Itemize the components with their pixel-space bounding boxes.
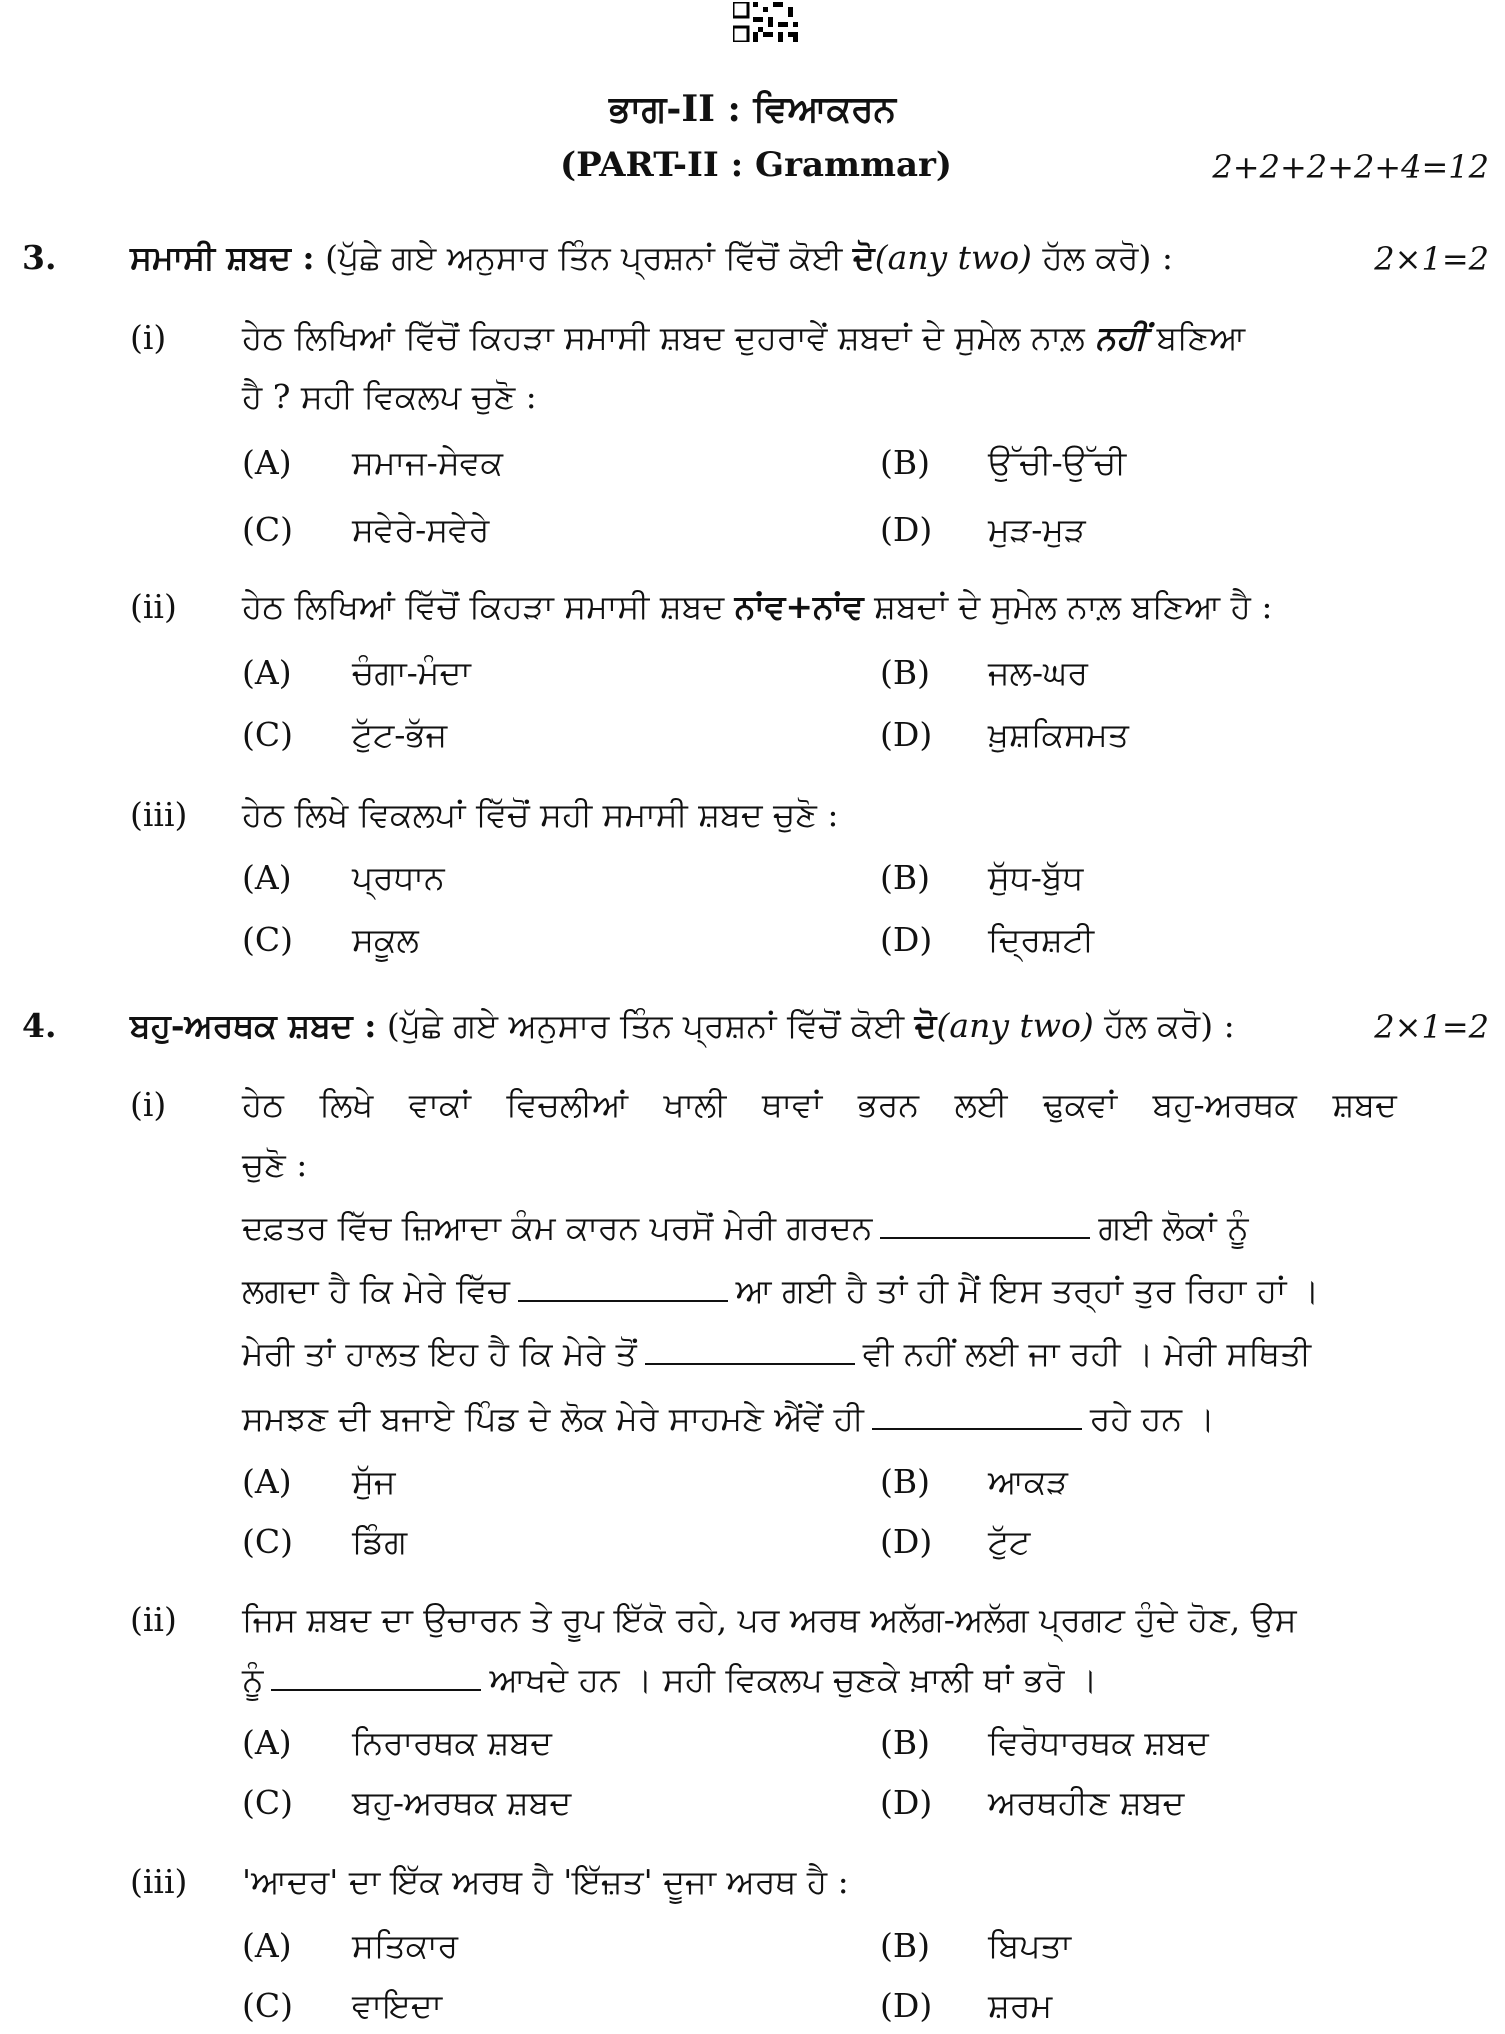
option-text: ਸਮਾਜ-ਸੇਵਕ xyxy=(352,443,503,482)
option-text: ਪ੍ਰਧਾਨ xyxy=(352,858,445,897)
word: ਲਿਖੇ xyxy=(319,1085,374,1124)
question-number: 4. xyxy=(22,1006,57,1045)
blank-3 xyxy=(645,1337,855,1365)
text: ਆਖਦੇ ਹਨ । ਸਹੀ ਵਿਕਲਪ ਚੁਣਕੇ ਖ਼ਾਲੀ ਥਾਂ ਭਰੋ । xyxy=(489,1660,1098,1699)
text: ਵੀ ਨਹੀਂ ਲਈ ਜਾ ਰਹੀ । ਮੇਰੀ ਸਥਿਤੀ xyxy=(862,1334,1312,1373)
option-label: (D) xyxy=(880,920,933,959)
subquestion-text-line2 xyxy=(242,1660,1097,1700)
option-label: (B) xyxy=(880,1926,930,1965)
subquestion-text-line2: ਚੁਣੋ : xyxy=(242,1145,308,1184)
option-label: (C) xyxy=(242,1522,293,1561)
option-text: ਸੁੱਧ-ਬੁੱਧ xyxy=(988,858,1084,897)
option-label: (A) xyxy=(242,653,292,692)
section-title: ਭਾਗ-II : ਵਿਆਕਰਨ xyxy=(608,88,897,130)
heading-any-two: (any two) xyxy=(936,1006,1094,1045)
word: ਹੇਠ xyxy=(242,1085,284,1124)
option-label: (C) xyxy=(242,1986,293,2025)
section-marks: 2+2+2+2+4=12 xyxy=(1212,148,1489,186)
subquestion-text: ਹੇਠ ਲਿਖੇ ਵਿਕਲਪਾਂ ਵਿੱਚੋਂ ਸਹੀ ਸਮਾਸੀ ਸ਼ਬਦ ਚੁਣੋ : xyxy=(242,795,839,834)
text: ਰਹੇ ਹਨ । xyxy=(1089,1399,1215,1438)
option-label: (A) xyxy=(242,858,292,897)
blank xyxy=(271,1663,481,1691)
subquestion-number: (iii) xyxy=(130,1862,188,1901)
option-label: (A) xyxy=(242,1723,292,1762)
subquestion-text xyxy=(242,587,1272,627)
option-text: ਵਾਇਦਾ xyxy=(352,1986,443,2025)
word: ਲਈ xyxy=(954,1085,1008,1124)
option-label: (B) xyxy=(880,1462,930,1501)
heading-bold: ਬਹੁ-ਅਰਥਕ ਸ਼ਬਦ : xyxy=(130,1006,377,1045)
option-label: (C) xyxy=(242,715,293,754)
heading-end: ਹੱਲ ਕਰੋ) : xyxy=(1104,1006,1235,1045)
emphasis: ਨਾਂਵ+ਨਾਂਵ xyxy=(734,587,864,626)
subquestion-text-line2: ਹੈ ? ਸਹੀ ਵਿਕਲਪ ਚੁਣੋ : xyxy=(242,377,537,416)
blank-2 xyxy=(518,1274,728,1302)
option-text: ਸੁੱਜ xyxy=(352,1462,396,1501)
option-label: (A) xyxy=(242,443,292,482)
passage-line xyxy=(242,1334,1311,1374)
option-label: (B) xyxy=(880,443,930,482)
option-text: ਉੱਚੀ-ਉੱਚੀ xyxy=(988,443,1127,482)
subquestion-number: (i) xyxy=(130,318,167,357)
heading-text: (ਪੁੱਛੇ ਗਏ ਅਨੁਸਾਰ ਤਿੰਨ ਪ੍ਰਸ਼ਨਾਂ ਵਿੱਚੋਂ ਕੋਈ xyxy=(325,238,843,277)
option-label: (D) xyxy=(880,1986,933,2025)
text: ਦਫ਼ਤਰ ਵਿੱਚ ਜ਼ਿਆਦਾ ਕੰਮ ਕਾਰਨ ਪਰਸੋਂ ਮੇਰੀ ਗਰਦਨ xyxy=(242,1208,873,1247)
heading-any-two: (any two) xyxy=(874,238,1032,277)
subquestion-text: 'ਆਦਰ' ਦਾ ਇੱਕ ਅਰਥ ਹੈ 'ਇੱਜ਼ਤ' ਦੂਜਾ ਅਰਥ ਹੈ : xyxy=(242,1862,849,1901)
word: ਥਾਵਾਂ xyxy=(761,1085,823,1124)
heading-end: ਹੱਲ ਕਰੋ) : xyxy=(1042,238,1173,277)
option-text: ਚੰਗਾ-ਮੰਦਾ xyxy=(352,653,471,692)
text: ਗਈ ਲੋਕਾਂ ਨੂੰ xyxy=(1098,1208,1249,1247)
question-marks: 2×1=2 xyxy=(1374,240,1489,278)
question-heading xyxy=(130,1006,1235,1046)
option-text: ਬਿਪਤਾ xyxy=(988,1926,1072,1965)
passage-line xyxy=(242,1271,1319,1311)
subquestion-number: (ii) xyxy=(130,1600,177,1639)
subquestion-text xyxy=(242,1085,1397,1125)
option-text: ਸ਼ਰਮ xyxy=(988,1986,1053,2025)
option-text: ਟੁੱਟ-ਭੱਜ xyxy=(352,715,448,754)
subquestion-number: (iii) xyxy=(130,795,188,834)
blank-4 xyxy=(872,1402,1082,1430)
heading-do: ਦੋ xyxy=(914,1006,937,1045)
qr-code-icon xyxy=(733,2,803,42)
passage-line xyxy=(242,1208,1249,1248)
option-label: (D) xyxy=(880,510,933,549)
text: ਲਗਦਾ ਹੈ ਕਿ ਮੇਰੇ ਵਿੱਚ xyxy=(242,1271,510,1310)
option-label: (B) xyxy=(880,858,930,897)
blank-1 xyxy=(880,1211,1090,1239)
option-text: ਸਤਿਕਾਰ xyxy=(352,1926,459,1965)
option-text: ਡਿੰਗ xyxy=(352,1522,408,1561)
option-label: (D) xyxy=(880,715,933,754)
option-label: (A) xyxy=(242,1926,292,1965)
word: ਵਾਕਾਂ xyxy=(408,1085,471,1124)
option-text: ਬਹੁ-ਅਰਥਕ ਸ਼ਬਦ xyxy=(352,1783,572,1822)
word: ਸ਼ਬਦ xyxy=(1332,1085,1397,1124)
option-label: (D) xyxy=(880,1522,933,1561)
option-label: (C) xyxy=(242,1783,293,1822)
option-label: (C) xyxy=(242,920,293,959)
text: ਨੂੰ xyxy=(242,1660,264,1699)
option-text: ਮੁੜ-ਮੁੜ xyxy=(988,510,1086,549)
text: ਸਮਝਣ ਦੀ ਬਜਾਏ ਪਿੰਡ ਦੇ ਲੋਕ ਮੇਰੇ ਸਾਹਮਣੇ ਐਂਵੇਂ ਹੀ xyxy=(242,1399,864,1438)
word: ਵਿਚਲੀਆਂ xyxy=(506,1085,629,1124)
option-text: ਸਵੇਰੇ-ਸਵੇਰੇ xyxy=(352,510,490,549)
word: ਖਾਲੀ xyxy=(663,1085,727,1124)
option-label: (B) xyxy=(880,1723,930,1762)
option-text: ਖ਼ੁਸ਼ਕਿਸਮਤ xyxy=(988,715,1129,754)
text: ਹੇਠ ਲਿਖਿਆਂ ਵਿੱਚੋਂ ਕਿਹੜਾ ਸਮਾਸੀ ਸ਼ਬਦ ਦੁਹਰਾਵੇਂ ਸ਼ਬਦਾਂ ਦੇ ਸੁਮੇਲ ਨਾਲ਼ xyxy=(242,318,1085,357)
emphasis: ਨਹੀਂ xyxy=(1095,318,1147,357)
heading-bold: ਸਮਾਸੀ ਸ਼ਬਦ : xyxy=(130,238,315,277)
subquestion-number: (ii) xyxy=(130,587,177,626)
question-marks: 2×1=2 xyxy=(1374,1008,1489,1046)
text: ਹੇਠ ਲਿਖਿਆਂ ਵਿੱਚੋਂ ਕਿਹੜਾ ਸਮਾਸੀ ਸ਼ਬਦ xyxy=(242,587,725,626)
question-number: 3. xyxy=(22,238,57,277)
heading-text: (ਪੁੱਛੇ ਗਏ ਅਨੁਸਾਰ ਤਿੰਨ ਪ੍ਰਸ਼ਨਾਂ ਵਿੱਚੋਂ ਕੋਈ xyxy=(386,1006,905,1045)
word: ਬਹੁ-ਅਰਥਕ xyxy=(1152,1085,1297,1124)
option-label: (C) xyxy=(242,510,293,549)
subquestion-number: (i) xyxy=(130,1085,167,1124)
subquestion-text xyxy=(242,318,1245,358)
text: ਮੇਰੀ ਤਾਂ ਹਾਲਤ ਇਹ ਹੈ ਕਿ ਮੇਰੇ ਤੋਂ xyxy=(242,1334,637,1373)
passage-line xyxy=(242,1399,1215,1439)
word: ਭਰਨ xyxy=(857,1085,920,1124)
subquestion-text: ਜਿਸ ਸ਼ਬਦ ਦਾ ਉਚਾਰਨ ਤੇ ਰੂਪ ਇੱਕੋ ਰਹੇ, ਪਰ ਅਰਥ ਅਲੱਗ-ਅਲੱਗ ਪ੍ਰਗਟ ਹੁੰਦੇ ਹੋਣ, ਉਸ xyxy=(242,1600,1297,1639)
option-label: (D) xyxy=(880,1783,933,1822)
text: ਆ ਗਈ ਹੈ ਤਾਂ ਹੀ ਮੈਂ ਇਸ ਤਰ੍ਹਾਂ ਤੁਰ ਰਿਹਾ ਹਾਂ । xyxy=(735,1271,1320,1310)
heading-do: ਦੋ xyxy=(852,238,875,277)
text: ਬਣਿਆ xyxy=(1156,318,1246,357)
text: ਸ਼ਬਦਾਂ ਦੇ ਸੁਮੇਲ ਨਾਲ਼ ਬਣਿਆ ਹੈ : xyxy=(874,587,1273,626)
word: ਢੁਕਵਾਂ xyxy=(1043,1085,1118,1124)
option-text: ਟੁੱਟ xyxy=(988,1522,1031,1561)
option-text: ਨਿਰਾਰਥਕ ਸ਼ਬਦ xyxy=(352,1723,552,1762)
option-text: ਆਕੜ xyxy=(988,1462,1068,1501)
option-label: (A) xyxy=(242,1462,292,1501)
option-text: ਦ੍ਰਿਸ਼ਟੀ xyxy=(988,920,1094,959)
option-label: (B) xyxy=(880,653,930,692)
option-text: ਵਿਰੋਧਾਰਥਕ ਸ਼ਬਦ xyxy=(988,1723,1209,1762)
question-heading xyxy=(130,238,1173,278)
option-text: ਜਲ-ਘਰ xyxy=(988,653,1089,692)
section-subtitle: (PART-II : Grammar) xyxy=(560,145,952,185)
option-text: ਅਰਥਹੀਣ ਸ਼ਬਦ xyxy=(988,1783,1185,1822)
option-text: ਸਕੂਲ xyxy=(352,920,419,959)
